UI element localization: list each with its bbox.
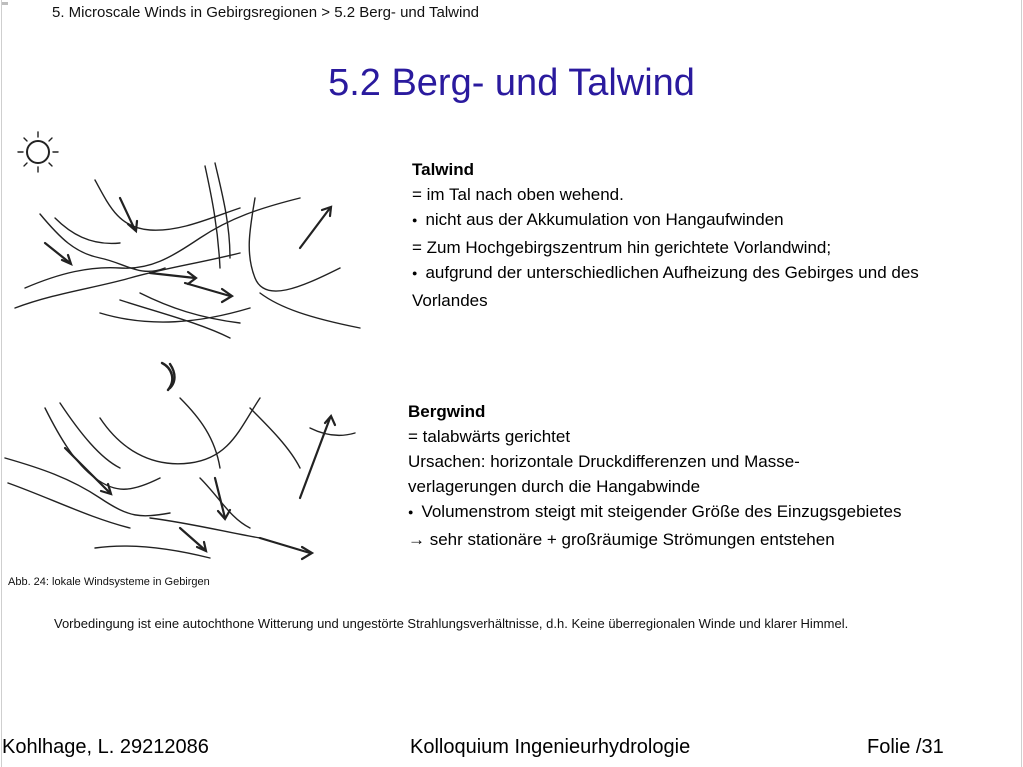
corner-mark [2, 2, 8, 5]
figure-caption: Abb. 24: lokale Windsysteme in Gebirgen [8, 576, 210, 588]
sun-icon [18, 132, 58, 172]
bergwind-line: → sehr stationäre + großräumige Strömungen entstehen [408, 530, 835, 549]
bergwind-heading: Bergwind [408, 402, 486, 421]
right-border [1021, 0, 1022, 767]
night-terrain-lines [5, 398, 355, 558]
footer-slide-number: Folie /31 [867, 736, 944, 758]
talwind-heading: Talwind [412, 160, 475, 179]
wind-system-figure [0, 118, 380, 593]
moon-icon [162, 363, 175, 390]
talwind-bullet: ● aufgrund der unterschiedlichen Aufheizung des Gebirges und des Vorlandes [412, 260, 982, 313]
day-terrain-lines [15, 163, 360, 338]
talwind-text [412, 157, 982, 313]
footer-course: Kolloquium Ingenieurhydrologie [410, 736, 691, 758]
precondition-note: Vorbedingung ist eine autochthone Witterung und ungestörte Strahlungsverhältnisse, d.h. Keine überregionalen Winde und klarer Himmel. [54, 616, 849, 631]
talwind-line: = im Tal nach oben wehend. [412, 185, 624, 204]
day-wind-arrows [45, 198, 331, 302]
talwind-line: = Zum Hochgebirgszentrum hin gerichtete Vorlandwind; [412, 238, 832, 257]
bergwind-text [408, 399, 908, 552]
bergwind-bullet: ● Volumenstrom steigt mit steigender Größe des Einzugsgebietes [408, 499, 908, 527]
footer-author: Kohlhage, L. 29212086 [2, 736, 209, 758]
page-title: 5.2 Berg- und Talwind [328, 62, 695, 104]
bergwind-line: Ursachen: horizontale Druckdifferenzen und Masse-verlagerungen durch die Hangabwinde [408, 452, 800, 496]
talwind-bullet: ● nicht aus der Akkumulation von Hangaufwinden [412, 207, 982, 235]
bergwind-line: = talabwärts gerichtet [408, 427, 571, 446]
breadcrumb: 5. Microscale Winds in Gebirgsregionen > 5.2 Berg- und Talwind [52, 4, 480, 21]
night-wind-arrows [65, 416, 335, 559]
